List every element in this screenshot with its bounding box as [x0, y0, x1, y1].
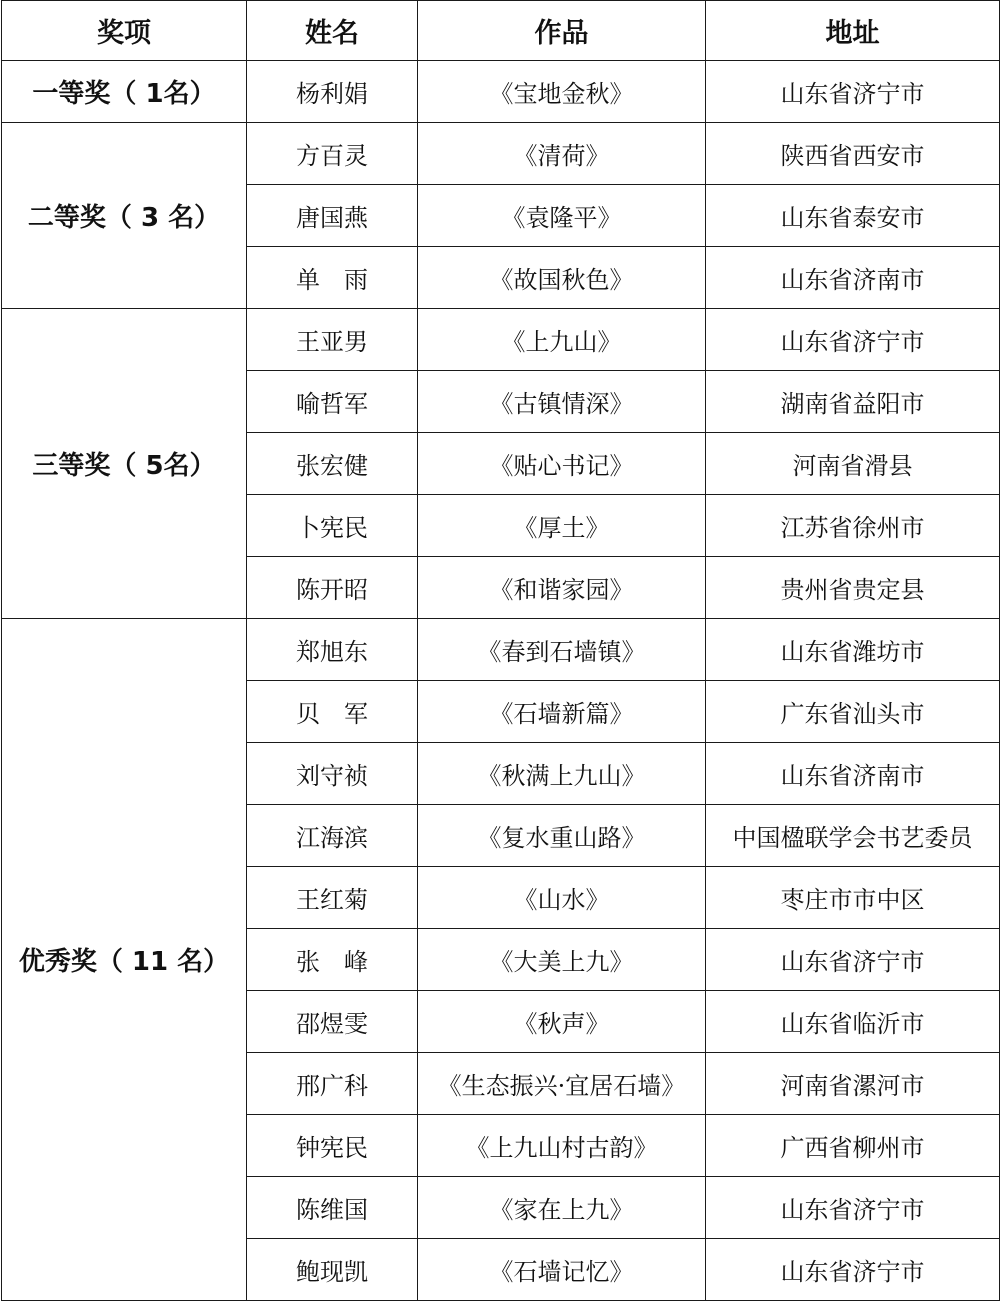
header-address: 地址: [706, 1, 1000, 61]
address-cell: 枣庄市市中区: [706, 867, 1000, 929]
work-title-cell: 《宝地金秋》: [418, 61, 706, 123]
winner-name-cell: 郑旭东: [247, 619, 418, 681]
work-title-cell: 《秋满上九山》: [418, 743, 706, 805]
address-cell: 山东省济宁市: [706, 929, 1000, 991]
header-row: [2, 1, 1000, 61]
table-row: [2, 123, 1000, 185]
work-title-cell: 《贴心书记》: [418, 433, 706, 495]
winner-name-cell: 王红菊: [247, 867, 418, 929]
header-work: 作品: [418, 1, 706, 61]
table-body: [2, 1, 1000, 1301]
award-category-cell: 二等奖（ 3 名）: [2, 123, 247, 309]
award-category-cell: 优秀奖（ 11 名）: [2, 619, 247, 1301]
table-row: [2, 61, 1000, 123]
address-cell: 山东省济宁市: [706, 309, 1000, 371]
work-title-cell: 《上九山村古韵》: [418, 1115, 706, 1177]
address-cell: 河南省滑县: [706, 433, 1000, 495]
work-title-cell: 《厚土》: [418, 495, 706, 557]
winner-name-cell: 王亚男: [247, 309, 418, 371]
award-category-cell: 三等奖（ 5名）: [2, 309, 247, 619]
winner-name-cell: 刘守祯: [247, 743, 418, 805]
address-cell: 中国楹联学会书艺委员: [706, 805, 1000, 867]
winner-name-cell: 江海滨: [247, 805, 418, 867]
address-cell: 山东省济宁市: [706, 61, 1000, 123]
winner-name-cell: 贝 军: [247, 681, 418, 743]
address-cell: 江苏省徐州市: [706, 495, 1000, 557]
winner-name-cell: 邢广科: [247, 1053, 418, 1115]
address-cell: 广西省柳州市: [706, 1115, 1000, 1177]
table-row: [2, 309, 1000, 371]
address-cell: 陕西省西安市: [706, 123, 1000, 185]
work-title-cell: 《清荷》: [418, 123, 706, 185]
winner-name-cell: 唐国燕: [247, 185, 418, 247]
winner-name-cell: 单 雨: [247, 247, 418, 309]
address-cell: 山东省济宁市: [706, 1239, 1000, 1301]
winner-name-cell: 喻哲军: [247, 371, 418, 433]
work-title-cell: 《家在上九》: [418, 1177, 706, 1239]
work-title-cell: 《石墙记忆》: [418, 1239, 706, 1301]
header-award: 奖项: [2, 1, 247, 61]
address-cell: 山东省潍坊市: [706, 619, 1000, 681]
address-cell: 山东省济宁市: [706, 1177, 1000, 1239]
work-title-cell: 《和谐家园》: [418, 557, 706, 619]
winner-name-cell: 张宏健: [247, 433, 418, 495]
header-name: 姓名: [247, 1, 418, 61]
address-cell: 山东省临沂市: [706, 991, 1000, 1053]
winner-name-cell: 鲍现凯: [247, 1239, 418, 1301]
work-title-cell: 《生态振兴·宜居石墙》: [418, 1053, 706, 1115]
address-cell: 山东省济南市: [706, 743, 1000, 805]
winner-name-cell: 邵煜雯: [247, 991, 418, 1053]
winner-name-cell: 钟宪民: [247, 1115, 418, 1177]
work-title-cell: 《大美上九》: [418, 929, 706, 991]
winner-name-cell: 卜宪民: [247, 495, 418, 557]
work-title-cell: 《石墙新篇》: [418, 681, 706, 743]
winner-name-cell: 张 峰: [247, 929, 418, 991]
address-cell: 湖南省益阳市: [706, 371, 1000, 433]
award-winners-table: [1, 0, 1000, 1301]
winner-name-cell: 杨利娟: [247, 61, 418, 123]
work-title-cell: 《秋声》: [418, 991, 706, 1053]
address-cell: 山东省济南市: [706, 247, 1000, 309]
address-cell: 山东省泰安市: [706, 185, 1000, 247]
winner-name-cell: 陈开昭: [247, 557, 418, 619]
table-row: [2, 619, 1000, 681]
work-title-cell: 《复水重山路》: [418, 805, 706, 867]
winner-name-cell: 方百灵: [247, 123, 418, 185]
work-title-cell: 《袁隆平》: [418, 185, 706, 247]
winner-name-cell: 陈维国: [247, 1177, 418, 1239]
address-cell: 贵州省贵定县: [706, 557, 1000, 619]
work-title-cell: 《上九山》: [418, 309, 706, 371]
award-category-cell: 一等奖（ 1名）: [2, 61, 247, 123]
address-cell: 河南省漯河市: [706, 1053, 1000, 1115]
work-title-cell: 《春到石墙镇》: [418, 619, 706, 681]
work-title-cell: 《古镇情深》: [418, 371, 706, 433]
address-cell: 广东省汕头市: [706, 681, 1000, 743]
work-title-cell: 《山水》: [418, 867, 706, 929]
work-title-cell: 《故国秋色》: [418, 247, 706, 309]
